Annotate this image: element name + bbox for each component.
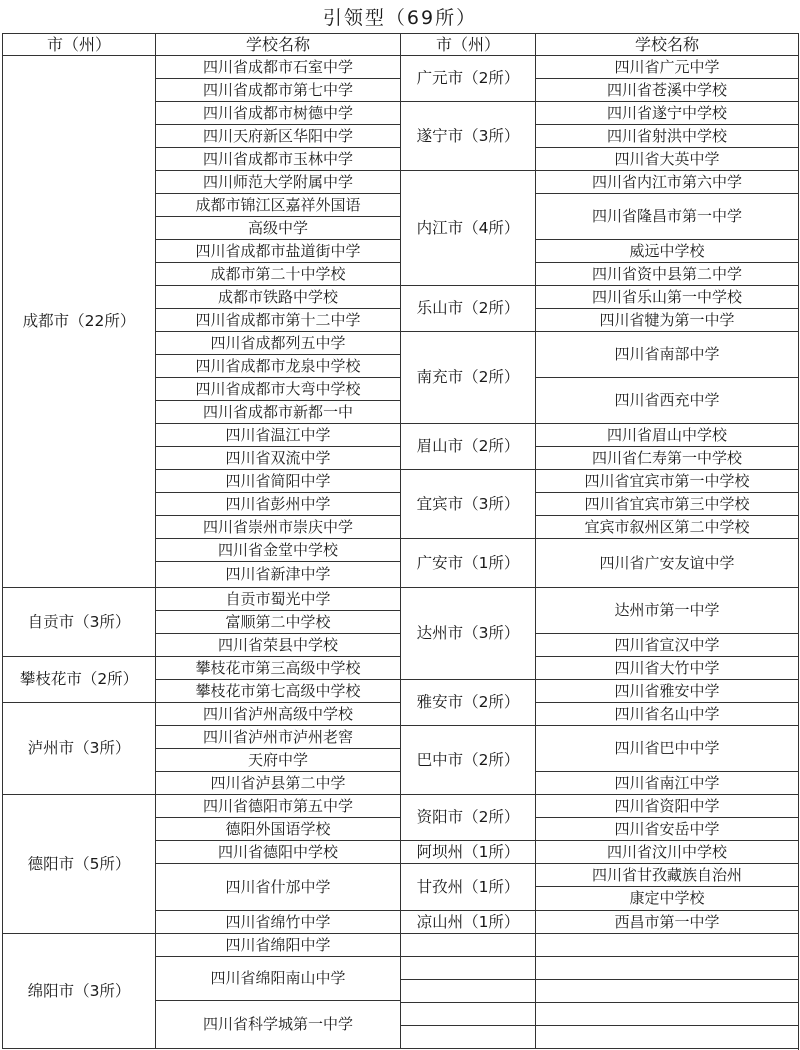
school-cell: 四川省成都列五中学	[155, 331, 400, 354]
school-cell: 四川师范大学附属中学	[155, 170, 400, 193]
city-cell: 遂宁市（3所）	[400, 101, 535, 170]
empty-cell	[400, 979, 535, 1002]
school-cell: 四川省南部中学	[535, 331, 798, 377]
school-cell: 四川省宣汉中学	[535, 633, 798, 656]
school-cell: 成都市第二十中学校	[155, 262, 400, 285]
school-cell: 四川省金堂中学校	[155, 538, 400, 561]
school-cell: 四川省资中县第二中学	[535, 262, 798, 285]
city-cell: 泸州市（3所）	[2, 702, 155, 794]
school-cell: 四川省成都市龙泉中学校	[155, 354, 400, 377]
empty-cell	[535, 933, 798, 956]
city-cell: 绵阳市（3所）	[2, 933, 155, 1048]
city-cell: 巴中市（2所）	[400, 725, 535, 794]
city-cell: 攀枝花市（2所）	[2, 656, 155, 702]
school-cell: 四川省泸县第二中学	[155, 771, 400, 794]
header-school: 学校名称	[535, 33, 798, 55]
school-cell: 四川省内江市第六中学	[535, 170, 798, 193]
school-cell: 四川省仁寿第一中学校	[535, 446, 798, 469]
school-cell: 康定中学校	[535, 886, 798, 910]
school-cell: 四川省南江中学	[535, 771, 798, 794]
school-cell: 四川省眉山中学校	[535, 423, 798, 446]
table-right-border	[798, 33, 799, 1050]
city-cell: 资阳市（2所）	[400, 794, 535, 840]
school-cell: 四川省西充中学	[535, 377, 798, 423]
school-cell: 四川省科学城第一中学	[155, 1000, 400, 1048]
school-cell: 四川省宜宾市第一中学校	[535, 469, 798, 492]
table-bottom-border	[2, 1048, 799, 1049]
school-cell: 天府中学	[155, 748, 400, 771]
school-cell: 四川省苍溪中学校	[535, 78, 798, 101]
school-cell: 四川省泸州市泸州老窖	[155, 725, 400, 748]
school-cell: 西昌市第一中学	[535, 910, 798, 933]
school-cell: 四川省大竹中学	[535, 656, 798, 679]
school-cell: 四川省安岳中学	[535, 817, 798, 840]
school-cell: 四川省成都市树德中学	[155, 101, 400, 124]
school-cell: 四川省成都市石室中学	[155, 55, 400, 78]
city-cell: 内江市（4所）	[400, 170, 535, 285]
school-cell: 四川省宜宾市第三中学校	[535, 492, 798, 515]
school-cell: 四川省遂宁中学校	[535, 101, 798, 124]
school-cell: 四川省犍为第一中学	[535, 308, 798, 331]
empty-cell	[400, 1002, 535, 1025]
school-cell: 高级中学	[155, 216, 400, 239]
empty-cell	[400, 1025, 535, 1048]
school-cell: 四川省成都市第七中学	[155, 78, 400, 101]
school-cell: 四川省成都市第十二中学	[155, 308, 400, 331]
city-cell: 广元市（2所）	[400, 55, 535, 101]
table-title: 引领型（69所）	[322, 7, 478, 29]
school-cell: 四川省成都市盐道街中学	[155, 239, 400, 262]
city-cell: 自贡市（3所）	[2, 587, 155, 656]
school-cell: 四川省乐山第一中学校	[535, 285, 798, 308]
empty-cell	[535, 1025, 798, 1048]
school-cell: 德阳外国语学校	[155, 817, 400, 840]
school-cell: 四川省彭州中学	[155, 492, 400, 515]
school-cell: 四川省广元中学	[535, 55, 798, 78]
city-cell: 凉山州（1所）	[400, 910, 535, 933]
school-cell: 四川省甘孜藏族自治州	[535, 863, 798, 886]
school-cell: 四川省崇州市崇庆中学	[155, 515, 400, 538]
city-cell: 德阳市（5所）	[2, 794, 155, 933]
school-cell: 四川省德阳市第五中学	[155, 794, 400, 817]
school-cell: 攀枝花市第七高级中学校	[155, 679, 400, 702]
city-cell: 雅安市（2所）	[400, 679, 535, 725]
school-cell: 宜宾市叙州区第二中学校	[535, 515, 798, 538]
empty-cell	[535, 956, 798, 979]
school-cell: 四川省汶川中学校	[535, 840, 798, 863]
city-cell: 成都市（22所）	[2, 55, 155, 587]
city-cell: 阿坝州（1所）	[400, 840, 535, 863]
empty-cell	[535, 979, 798, 1002]
city-cell: 甘孜州（1所）	[400, 863, 535, 910]
city-cell: 乐山市（2所）	[400, 285, 535, 331]
school-cell: 四川省绵阳南山中学	[155, 956, 400, 1000]
city-cell: 南充市（2所）	[400, 331, 535, 423]
school-cell: 成都市锦江区嘉祥外国语	[155, 193, 400, 216]
school-cell: 四川省雅安中学	[535, 679, 798, 702]
school-cell: 四川省成都市新都一中	[155, 400, 400, 423]
school-cell: 四川省广安友谊中学	[535, 538, 798, 587]
school-cell: 四川省成都市大弯中学校	[155, 377, 400, 400]
empty-cell	[535, 1002, 798, 1025]
school-cell: 自贡市蜀光中学	[155, 587, 400, 610]
school-cell: 成都市铁路中学校	[155, 285, 400, 308]
school-cell: 四川省泸州高级中学校	[155, 702, 400, 725]
school-cell: 四川省荣县中学校	[155, 633, 400, 656]
school-cell: 四川省巴中中学	[535, 725, 798, 771]
empty-cell	[400, 956, 535, 979]
school-cell: 四川省资阳中学	[535, 794, 798, 817]
school-cell: 四川省德阳中学校	[155, 840, 400, 863]
school-cell: 四川省新津中学	[155, 561, 400, 587]
header-city: 市（州）	[2, 33, 155, 55]
header-school: 学校名称	[155, 33, 400, 55]
school-cell: 四川省绵阳中学	[155, 933, 400, 956]
city-cell: 宜宾市（3所）	[400, 469, 535, 538]
school-cell: 四川省什邡中学	[155, 863, 400, 910]
school-cell: 四川省大英中学	[535, 147, 798, 170]
school-cell: 四川省成都市玉林中学	[155, 147, 400, 170]
school-cell: 四川省射洪中学校	[535, 124, 798, 147]
school-cell: 富顺第二中学校	[155, 610, 400, 633]
city-cell: 广安市（1所）	[400, 538, 535, 587]
school-cell: 达州市第一中学	[535, 587, 798, 633]
city-cell: 眉山市（2所）	[400, 423, 535, 469]
school-cell: 四川省简阳中学	[155, 469, 400, 492]
school-cell: 四川省绵竹中学	[155, 910, 400, 933]
header-city: 市（州）	[400, 33, 535, 55]
school-cell: 四川天府新区华阳中学	[155, 124, 400, 147]
city-cell: 达州市（3所）	[400, 587, 535, 679]
school-cell: 四川省名山中学	[535, 702, 798, 725]
school-cell: 威远中学校	[535, 239, 798, 262]
school-cell: 攀枝花市第三高级中学校	[155, 656, 400, 679]
school-cell: 四川省隆昌市第一中学	[535, 193, 798, 239]
school-cell: 四川省双流中学	[155, 446, 400, 469]
empty-cell	[400, 933, 535, 956]
school-cell: 四川省温江中学	[155, 423, 400, 446]
